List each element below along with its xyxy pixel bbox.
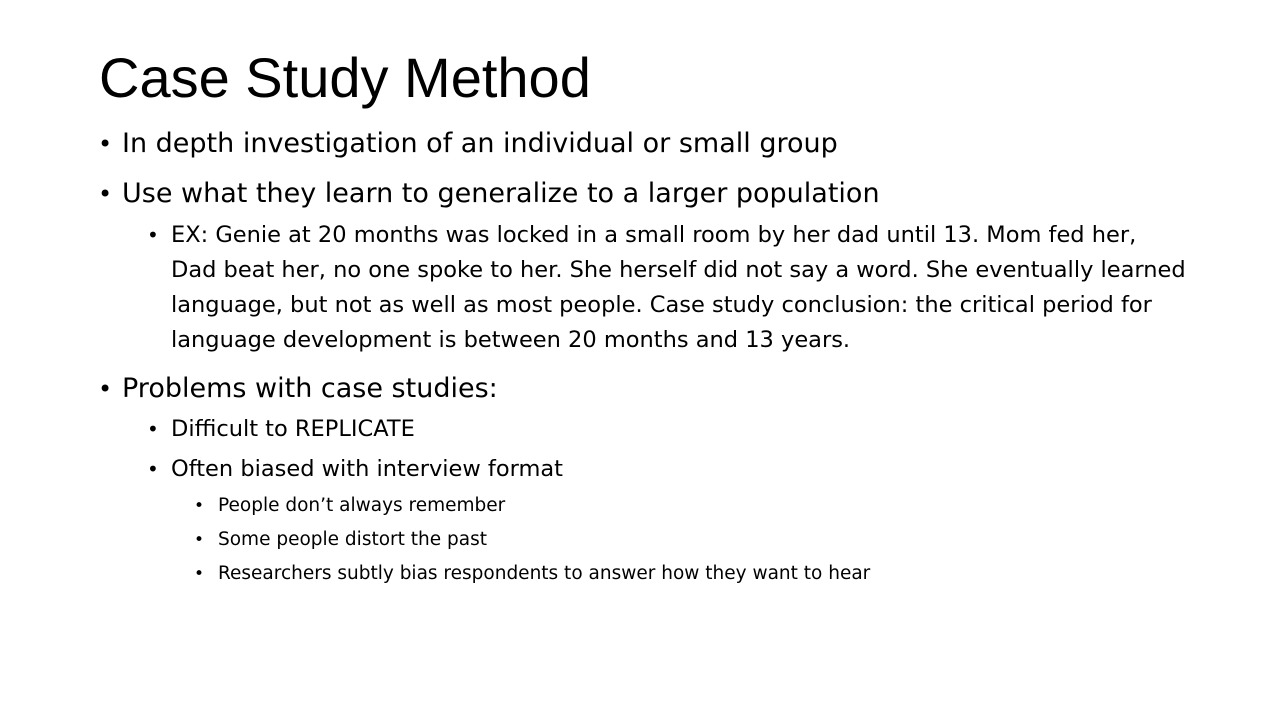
sub-sub-bullet-item [194, 525, 1188, 555]
bullet-icon: • [194, 530, 205, 550]
bullet-text: Researchers subtly bias respondents to answer how they want to hear [218, 563, 871, 584]
bullet-text: EX: Genie at 20 months was locked in a small room by her dad until 13. Mom fed her, Dad beat her, no one spoke to her. She herself did not say a word. She eventually learned language, but not as well as most people. Case study conclusion: the critical period for language development is between 20 months and 13 years. [171, 222, 1186, 353]
bullet-icon: • [194, 496, 205, 516]
bullet-text: Problems with case studies: [122, 373, 498, 404]
bullet-text: Use what they learn to generalize to a larger population [122, 178, 880, 209]
sub-bullet-item [147, 218, 1188, 358]
sub-sub-bullet-item [194, 491, 1188, 521]
bullet-icon: • [98, 130, 113, 158]
bullet-icon: • [147, 457, 159, 481]
bullet-text: In depth investigation of an individual or small group [122, 128, 838, 159]
sub-bullet-item [147, 452, 1188, 487]
bullet-icon: • [98, 180, 113, 208]
bullet-item [98, 176, 1188, 212]
bullet-icon: • [98, 375, 113, 403]
bullet-icon: • [147, 223, 159, 247]
bullet-icon: • [147, 417, 159, 441]
bullet-icon: • [194, 564, 205, 584]
slide-body [98, 126, 1188, 589]
sub-bullet-item [147, 412, 1188, 447]
bullet-text: Difficult to REPLICATE [171, 416, 415, 442]
bullet-text: Often biased with interview format [171, 456, 563, 482]
bullet-text: Some people distort the past [218, 529, 487, 550]
sub-sub-bullet-item [194, 559, 1188, 589]
bullet-item [98, 126, 1188, 162]
slide-title: Case Study Method [99, 46, 591, 109]
bullet-text: People don’t always remember [218, 495, 506, 516]
bullet-item [98, 371, 1188, 407]
